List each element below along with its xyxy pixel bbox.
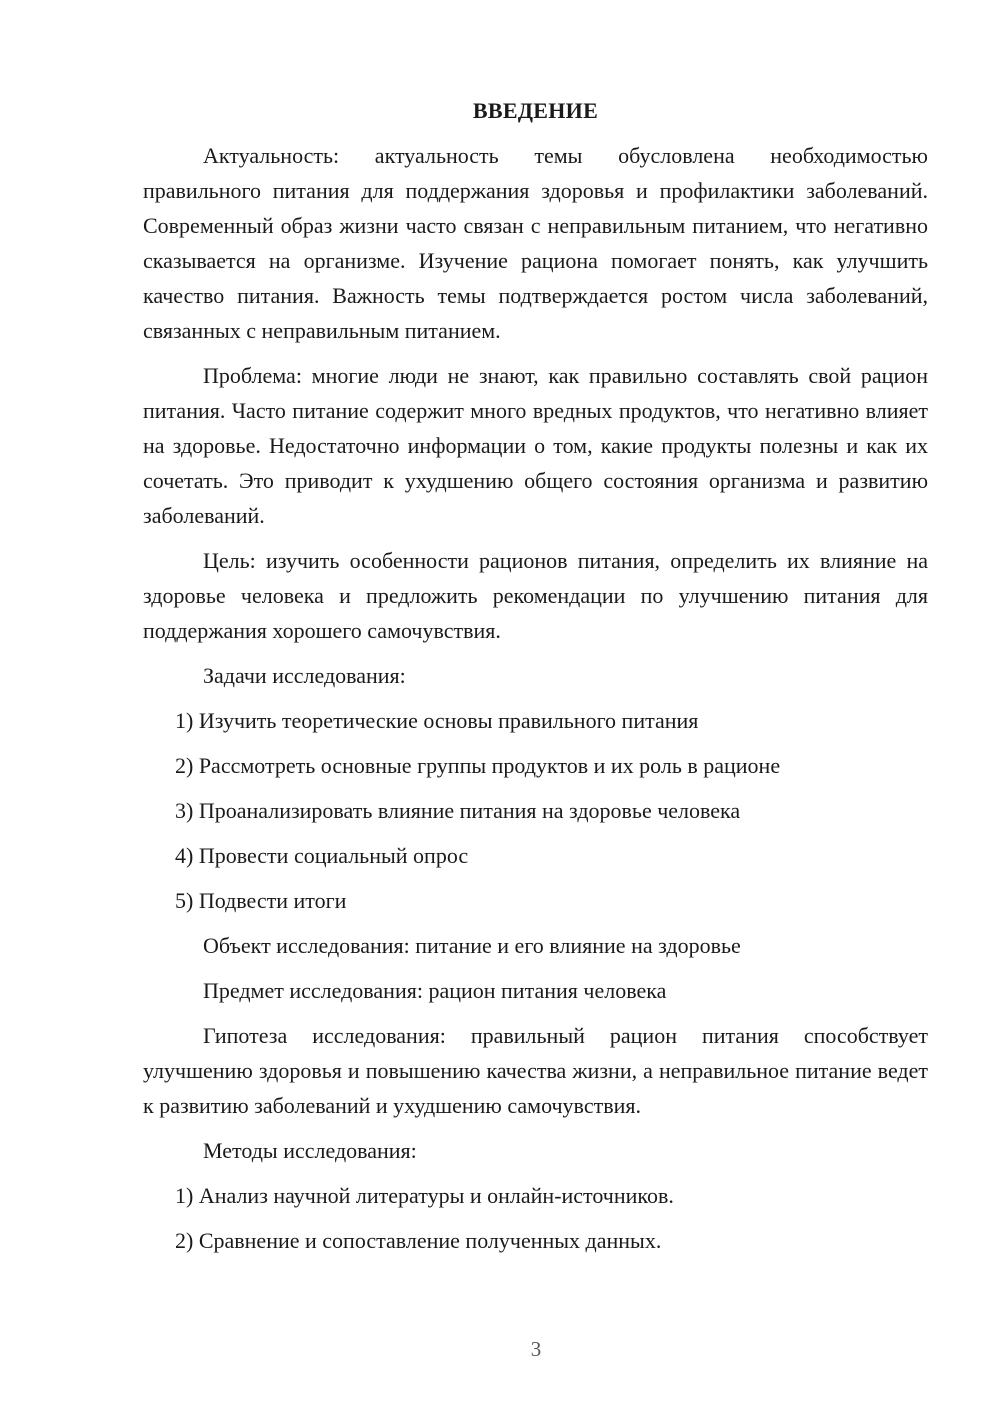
- section-heading: ВВЕДЕНИЕ: [472, 98, 599, 123]
- tasks-title: Задачи исследования:: [203, 663, 406, 688]
- research-subject: Предмет исследования: рацион питания человека: [203, 978, 667, 1003]
- task-item: 1) Изучить теоретические основы правильного питания: [175, 708, 699, 733]
- page-number: 3: [530, 1337, 542, 1361]
- method-item: 2) Сравнение и сопоставление полученных данных.: [175, 1228, 662, 1253]
- method-item: 1) Анализ научной литературы и онлайн-источников.: [175, 1183, 674, 1208]
- problem-paragraph: Проблема: многие люди не знают, как правильно составлять свой рацион питания. Часто питание содержит много вредных продуктов, что негативно влияет на здоровье. Недостаточно информации о том, какие продукты полезны и как их сочетать. Это приводит к ухудшению общего состояния организма и развитию заболеваний.: [143, 363, 928, 528]
- hypothesis-paragraph: Гипотеза исследования: правильный рацион питания способствует улучшению здоровья и повышению качества жизни, а неправильное питание ведет к развитию заболеваний и ухудшению самочувствия.: [143, 1023, 928, 1118]
- task-item: 2) Рассмотреть основные группы продуктов и их роль в рационе: [175, 753, 781, 778]
- research-object: Объект исследования: питание и его влияние на здоровье: [203, 933, 741, 958]
- task-item: 3) Проанализировать влияние питания на здоровье человека: [175, 798, 741, 823]
- task-item: 4) Провести социальный опрос: [175, 843, 469, 868]
- relevance-paragraph: Актуальность: актуальность темы обусловлена необходимостью правильного питания для поддержания здоровья и профилактики заболеваний. Современный образ жизни часто связан с неправильным питанием, что негативно сказывается на организме. Изучение рациона помогает понять, как улучшить качество питания. Важность темы подтверждается ростом числа заболеваний, связанных с неправильным питанием.: [143, 143, 928, 343]
- task-item: 5) Подвести итоги: [175, 888, 347, 913]
- tasks-list: [143, 703, 928, 918]
- page-content: [143, 96, 928, 1268]
- methods-title: Методы исследования:: [203, 1138, 417, 1163]
- goal-paragraph: Цель: изучить особенности рационов питания, определить их влияние на здоровье человека и предложить рекомендации по улучшению питания для поддержания хорошего самочувствия.: [143, 548, 928, 643]
- methods-list: [143, 1178, 928, 1258]
